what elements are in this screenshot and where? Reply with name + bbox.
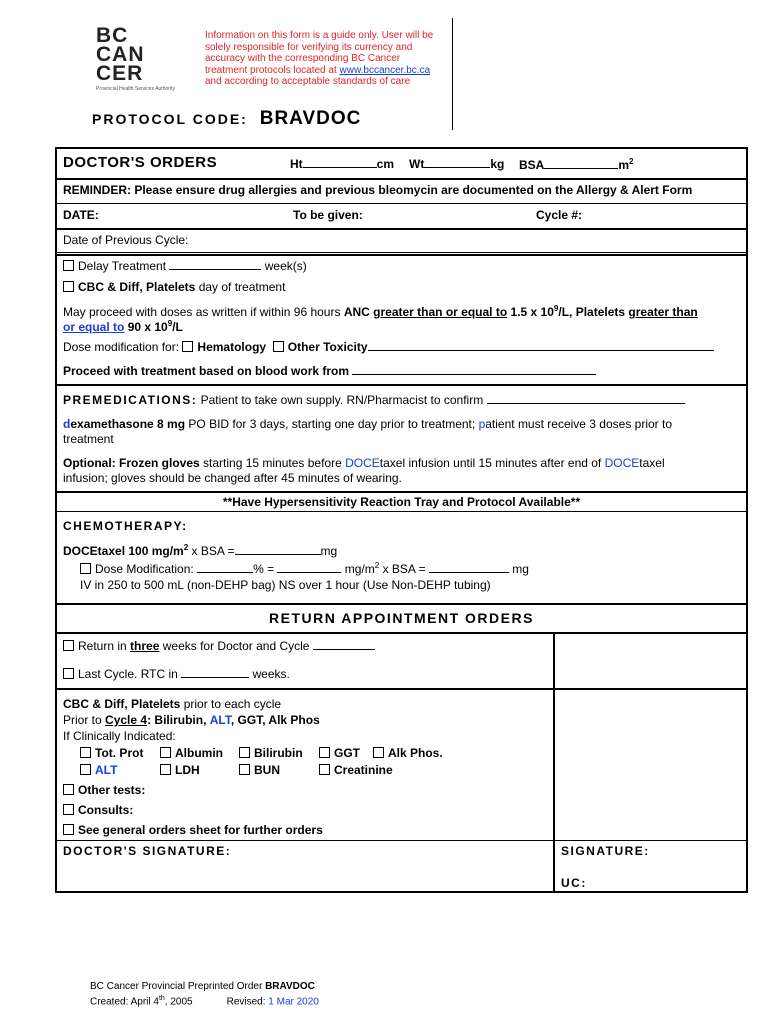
height-field[interactable] <box>290 157 394 171</box>
bun-label: BUN <box>254 763 280 777</box>
return-cycle-blank[interactable] <box>313 639 375 650</box>
uc-label: UC: <box>561 876 587 890</box>
alt-label: ALT <box>95 763 118 777</box>
tot-prot-label: Tot. Prot <box>95 746 144 760</box>
cbc-rest: day of treatment <box>198 280 286 294</box>
last-cycle-checkbox[interactable] <box>63 668 74 679</box>
frozen-gloves-line1 <box>63 456 665 470</box>
docetaxel-sup: 2 <box>183 543 189 552</box>
may-proceed-line2 <box>63 319 183 334</box>
plt-threshold-text-2: or equal to <box>63 320 125 334</box>
footer-revised-date: 1 Mar 2020 <box>268 996 319 1008</box>
may-proceed-text: May proceed with doses as written if within 96 hours <box>63 305 341 319</box>
footer-created: Created: April 4 <box>90 996 159 1008</box>
bsa-label: BSA <box>519 158 545 172</box>
return-appointment-title: RETURN APPOINTMENT ORDERS <box>269 610 534 626</box>
bccancer-link[interactable]: www.bccancer.bc.ca <box>339 64 431 76</box>
last-cycle-row <box>63 667 290 681</box>
other-toxicity-checkbox[interactable] <box>273 341 284 352</box>
previous-cycle-label: Date of Previous Cycle: <box>63 233 189 247</box>
bc-cancer-logo <box>96 26 196 92</box>
dexa-p: p <box>478 417 486 431</box>
docetaxel-mg: mg <box>320 544 338 558</box>
anc-threshold-text: greater than or equal to <box>373 305 508 319</box>
lab-alk-phos <box>373 746 443 760</box>
hypersensitivity-notice: **Have Hypersensitivity Reaction Tray and Protocol Available** <box>222 495 581 509</box>
lab-bun <box>239 763 280 777</box>
albumin-checkbox[interactable] <box>160 747 171 758</box>
dose-pct-blank[interactable] <box>197 562 253 573</box>
protocol-code-value: BRAVDOC <box>259 108 362 129</box>
docetaxel-bsa: x BSA = <box>191 544 235 558</box>
rule <box>55 252 748 253</box>
disclaimer-text: Information on this form is a guide only. User will be solely responsible for verifying its currency and accuracy with the corresponding BC Cancer treatment protocols located at <box>205 30 434 76</box>
other-tests-label: Other tests: <box>78 783 146 797</box>
rule <box>55 384 748 386</box>
doce-2: DOCE <box>604 456 640 470</box>
labs-prior-label: Prior to <box>63 713 102 727</box>
return-in-text: Return in <box>78 639 127 653</box>
plt-sup: 9 <box>167 319 173 328</box>
weight-field[interactable] <box>409 157 504 171</box>
frozen-gloves-line2: infusion; gloves should be changed after 45 minutes of wearing. <box>63 471 402 485</box>
rule <box>55 511 748 512</box>
dexamethasone-line1 <box>63 417 672 431</box>
lab-tot-prot <box>80 746 143 760</box>
labs-cbc-label: CBC & Diff, Platelets <box>63 697 181 711</box>
dexa-d: d <box>63 417 71 431</box>
dexa-text-2: atient must receive 3 doses prior to <box>485 417 673 431</box>
labs-bili: Bilirubin, <box>154 713 207 727</box>
weight-label: Wt <box>409 157 425 171</box>
frozen-gloves-text: starting 15 minutes before <box>203 456 342 470</box>
anc-value: 1.5 x 10 <box>510 305 554 319</box>
other-tests-checkbox[interactable] <box>63 784 74 795</box>
labs-cbc-row <box>63 697 281 711</box>
dose-mgm-blank[interactable] <box>277 562 341 573</box>
dose-mgm-label: mg/m <box>344 562 375 576</box>
dose-pct-label: % = <box>253 562 275 576</box>
bun-checkbox[interactable] <box>239 764 250 775</box>
premed-row <box>63 393 685 407</box>
consults-checkbox[interactable] <box>63 804 74 815</box>
rule <box>55 688 748 690</box>
disclaimer-text-2: and according to acceptable standards of care <box>205 76 411 87</box>
labs-cycle4: Cycle 4 <box>105 713 148 727</box>
rule <box>55 603 748 605</box>
bsa-blank[interactable] <box>544 158 618 169</box>
return-three-weeks-checkbox[interactable] <box>63 640 74 651</box>
m2-sup: 2 <box>629 157 634 166</box>
rule <box>55 178 748 180</box>
logo-tagline: Provincial Health Services Authority <box>96 86 175 92</box>
rtc-blank[interactable] <box>181 667 249 678</box>
lab-albumin <box>160 746 223 760</box>
consults-row <box>63 803 133 817</box>
footer-title: BC Cancer Provincial Preprinted Order <box>90 981 263 992</box>
rtc-weeks-label: weeks. <box>252 667 290 681</box>
rule <box>55 840 748 841</box>
general-orders-row <box>63 823 323 837</box>
cm-label: cm <box>376 157 395 171</box>
signature-label: SIGNATURE: <box>561 844 650 858</box>
consults-label: Consults: <box>78 803 134 817</box>
anc-sup: 9 <box>553 304 559 313</box>
ggt-checkbox[interactable] <box>319 747 330 758</box>
creatinine-label: Creatinine <box>334 763 393 777</box>
logo-line-2: CAN <box>96 43 145 66</box>
footer-year: , 2005 <box>164 996 193 1008</box>
dose-modification-checkbox[interactable] <box>80 563 91 574</box>
premed-text: Patient to take own supply. RN/Pharmacist to confirm <box>200 393 484 407</box>
dose-mg-blank[interactable] <box>429 562 509 573</box>
dose-modification-label: Dose Modification: <box>95 562 194 576</box>
bsa-field[interactable] <box>519 157 633 172</box>
proceed-label: Proceed with treatment based on blood work from <box>63 364 350 378</box>
lab-bilirubin <box>239 746 303 760</box>
dose-mod-label: Dose modification for: <box>63 340 180 354</box>
rule <box>55 254 748 256</box>
labs-alt: ALT <box>209 713 231 727</box>
delay-weeks-blank[interactable] <box>169 259 261 270</box>
delay-treatment-label: Delay Treatment <box>78 259 167 273</box>
other-tests-row <box>63 783 145 797</box>
proceed-row <box>63 364 596 378</box>
docetaxel-dose: DOCEtaxel 100 mg/m <box>63 544 184 558</box>
anc-unit: /L, Platelets <box>558 305 626 319</box>
proceed-blank[interactable] <box>352 364 596 375</box>
doce-1: DOCE <box>345 456 380 470</box>
premed-confirm-blank[interactable] <box>487 393 685 404</box>
cbc-day-checkbox[interactable] <box>63 281 74 292</box>
dexa-drug: examethasone 8 mg <box>70 417 186 431</box>
dexa-text-3: treatment <box>63 432 114 446</box>
dose-xbsa-label: x BSA = <box>382 562 426 576</box>
tot-prot-checkbox[interactable] <box>80 747 91 758</box>
labs-if-indicated: If Clinically Indicated: <box>63 729 176 743</box>
protocol-code-label: PROTOCOL CODE: <box>92 111 248 127</box>
docetaxel-dose-blank[interactable] <box>235 544 321 555</box>
dose-modification-row <box>80 561 529 576</box>
plt-value: 90 x 10 <box>127 320 168 334</box>
hematology-checkbox[interactable] <box>182 341 193 352</box>
return-three-weeks-row <box>63 639 375 653</box>
footer-th: th <box>158 995 165 1002</box>
signature-column-divider <box>553 632 555 892</box>
other-toxicity-label: Other Toxicity <box>287 340 368 354</box>
reminder-text: REMINDER: Please ensure drug allergies and previous bleomycin are documented on the Allergy & Alert Form <box>63 183 693 197</box>
ggt-label: GGT <box>334 746 360 760</box>
labs-prior-row: Prior to Cycle 4: Bilirubin, ALT, GGT, Alk Phos <box>63 713 320 727</box>
lab-ldh <box>160 763 200 777</box>
chemotherapy-label: CHEMOTHERAPY: <box>63 519 188 533</box>
footer-code: BRAVDOC <box>265 981 315 992</box>
dose-mod-row <box>63 340 714 354</box>
delay-treatment-checkbox[interactable] <box>63 260 74 271</box>
height-label: Ht <box>290 157 303 171</box>
lab-ggt <box>319 746 360 760</box>
logo-line-1: BC <box>96 24 129 47</box>
doctors-signature-label: DOCTOR'S SIGNATURE: <box>63 844 232 858</box>
lab-creatinine <box>319 763 393 777</box>
plt-unit: /L <box>172 320 183 334</box>
bilirubin-label: Bilirubin <box>254 746 303 760</box>
height-blank[interactable] <box>303 157 377 168</box>
logo-line-3: CER <box>96 62 144 85</box>
kg-label: kg <box>490 157 505 171</box>
weeks-label: week(s) <box>264 259 307 273</box>
ldh-checkbox[interactable] <box>160 764 171 775</box>
labs-ggt-alk: , GGT, Alk Phos <box>230 713 320 727</box>
dose-mg-label: mg <box>512 562 529 576</box>
header-divider <box>452 18 453 130</box>
rule <box>55 203 748 204</box>
iv-instructions: IV in 250 to 500 mL (non-DEHP bag) NS over 1 hour (Use Non-DEHP tubing) <box>80 578 491 592</box>
general-orders-checkbox[interactable] <box>63 824 74 835</box>
alk-phos-label: Alk Phos. <box>388 746 443 760</box>
docetaxel-row <box>63 543 337 558</box>
rule <box>55 228 748 230</box>
alk-phos-checkbox[interactable] <box>373 747 384 758</box>
last-cycle-text: Last Cycle. RTC in <box>78 667 178 681</box>
protocol-code <box>92 108 361 130</box>
doctors-orders-title: DOCTOR'S ORDERS <box>63 154 218 171</box>
return-three: three <box>130 639 160 653</box>
dose-mgm-sup: 2 <box>374 561 380 570</box>
dexa-text: PO BID for 3 days, starting one day prior to treatment; <box>188 417 476 431</box>
disclaimer <box>205 30 445 88</box>
anc-label: ANC <box>343 305 370 319</box>
cycle-number-label: Cycle #: <box>536 208 583 222</box>
hematology-label: Hematology <box>197 340 267 354</box>
to-be-given-label: To be given: <box>293 208 363 222</box>
may-proceed-line1 <box>63 304 698 319</box>
plt-threshold-text: greater than <box>628 305 698 319</box>
frozen-gloves-label: Optional: Frozen gloves <box>63 456 200 470</box>
cbc-day-row <box>63 280 285 294</box>
footer <box>90 981 319 1008</box>
return-weeks-text: weeks for Doctor and Cycle <box>162 639 310 653</box>
other-toxicity-blank[interactable] <box>368 340 714 351</box>
ldh-label: LDH <box>175 763 200 777</box>
footer-revised-label: Revised: <box>226 996 266 1008</box>
creatinine-checkbox[interactable] <box>319 764 330 775</box>
delay-treatment-row <box>63 259 307 273</box>
date-label: DATE: <box>63 208 99 222</box>
lab-alt <box>80 763 117 777</box>
footer-line-1 <box>90 981 319 993</box>
weight-blank[interactable] <box>424 157 490 168</box>
alt-checkbox[interactable] <box>80 764 91 775</box>
albumin-label: Albumin <box>175 746 223 760</box>
frozen-gloves-text-3: taxel <box>639 456 665 470</box>
rule <box>55 632 748 634</box>
cbc-label: CBC & Diff, Platelets <box>78 280 196 294</box>
bilirubin-checkbox[interactable] <box>239 747 250 758</box>
rule <box>55 491 748 493</box>
frozen-gloves-text-2: taxel infusion until 15 minutes after end of <box>379 456 602 470</box>
labs-cbc-rest: prior to each cycle <box>183 697 282 711</box>
footer-line-2 <box>90 993 319 1008</box>
premed-label: PREMEDICATIONS: <box>63 393 198 407</box>
general-orders-label: See general orders sheet for further orders <box>78 823 323 837</box>
m2-label: m <box>618 158 630 172</box>
